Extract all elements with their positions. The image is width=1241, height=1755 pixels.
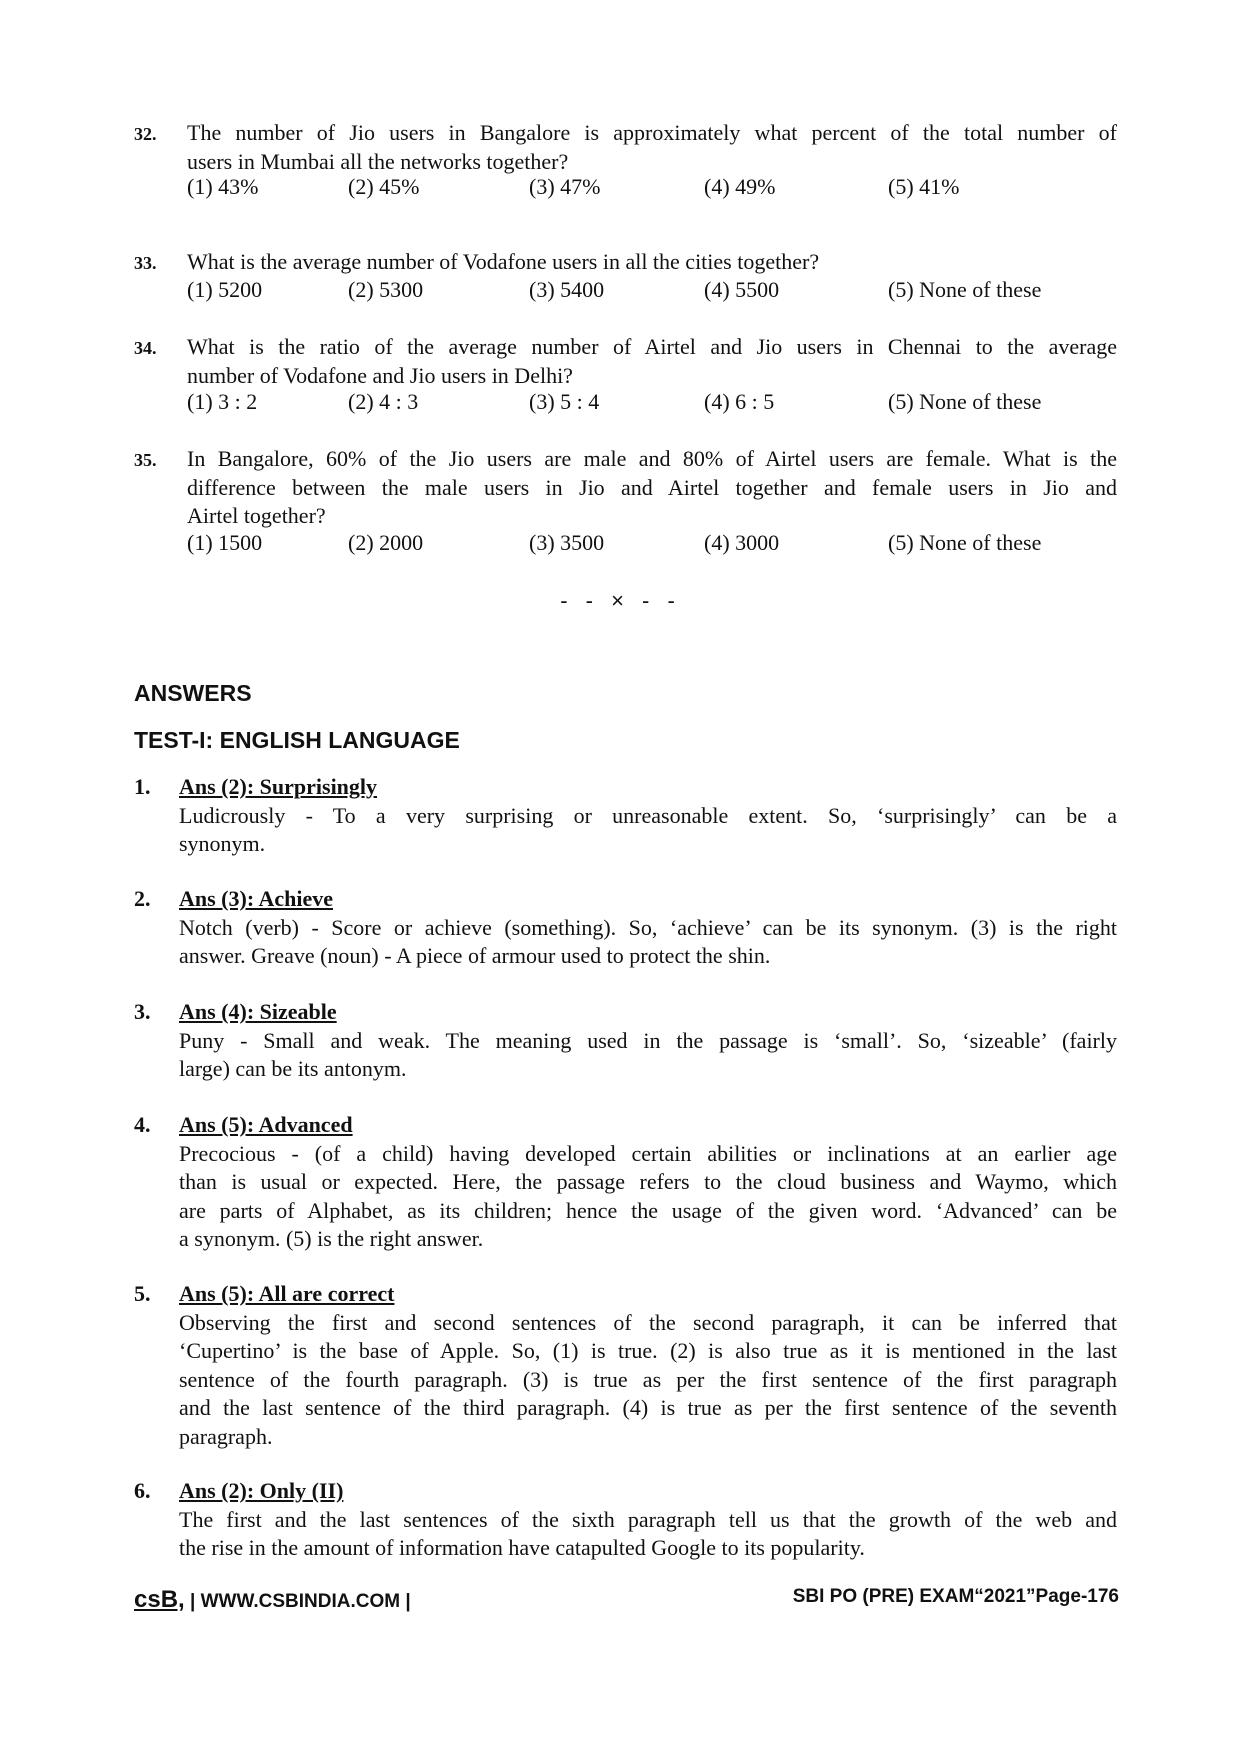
answer-explanation: [179, 802, 1117, 859]
answer-line: and the last sentence of the third paragraph. (4) is true as per the first sentence of the seventh: [179, 1395, 1117, 1420]
answer-number: 5.: [134, 1281, 151, 1306]
answer-line: the rise in the amount of information have catapulted Google to its popularity.: [179, 1535, 865, 1560]
option: (2) 45%: [348, 174, 420, 199]
question-text: [187, 248, 1117, 277]
brand-logo: csB,: [134, 1586, 185, 1613]
answers-heading: ANSWERS: [134, 680, 252, 706]
answer-line: Observing the first and second sentences of the second paragraph, it can be inferred that: [179, 1309, 1117, 1335]
option: (1) 43%: [187, 174, 259, 199]
option: (2) 2000: [348, 530, 424, 555]
option: (4) 49%: [704, 174, 776, 199]
answer-line: paragraph.: [179, 1423, 273, 1449]
answer-explanation: [179, 1506, 1117, 1563]
answer-line: Ludicrously - To a very surprising or unreasonable extent. So, ‘surprisingly’ can be a: [179, 802, 1117, 828]
question-line: number of Vodafone and Jio users in Delhi?: [187, 362, 573, 388]
answer-explanation: [179, 914, 1117, 971]
question-line: In Bangalore, 60% of the Jio users are male and 80% of Airtel users are female. What is the: [187, 446, 1117, 471]
answer-number: 3.: [134, 999, 151, 1024]
answer-line: sentence of the fourth paragraph. (3) is true as per the first sentence of the first paragraph: [179, 1366, 1117, 1392]
answer-line: ‘Cupertino’ is the base of Apple. So, (1) is true. (2) is also true as it is mentioned in the last: [179, 1338, 1117, 1363]
question-text: [187, 333, 1117, 390]
answer-number: 6.: [134, 1478, 151, 1503]
option: (2) 5300: [348, 277, 424, 302]
section-separator: - - × - -: [560, 588, 681, 613]
option: (3) 5400: [529, 277, 605, 302]
option: (1) 3 : 2: [187, 389, 258, 414]
question-options: [187, 276, 1117, 304]
answer-explanation: [179, 1027, 1117, 1084]
question-options: [187, 388, 1117, 416]
option: (3) 47%: [529, 174, 601, 199]
answer-line: synonym.: [179, 831, 266, 856]
answer-line: The first and the last sentences of the sixth paragraph tell us that the growth of the web and: [179, 1506, 1117, 1532]
answer-explanation: [179, 1140, 1117, 1254]
question-number: 34.: [134, 338, 157, 358]
answer-title: Ans (2): Only (II): [179, 1478, 344, 1503]
option: (5) 41%: [888, 174, 960, 199]
answer-number: 2.: [134, 886, 151, 911]
answer-line: than is usual or expected. Here, the passage refers to the cloud business and Waymo, which: [179, 1169, 1117, 1194]
option: (5) None of these: [888, 530, 1042, 555]
question-line: What is the average number of Vodafone users in all the cities together?: [187, 249, 820, 274]
answer-number: 1.: [134, 774, 151, 799]
question-line: What is the ratio of the average number of Airtel and Jio users in Chennai to the average: [187, 334, 1117, 359]
answer-line: large) can be its antonym.: [179, 1056, 407, 1081]
footer-page-label: SBI PO (PRE) EXAM“2021”Page-176: [792, 1586, 1119, 1607]
question-line: users in Mumbai all the networks together?: [187, 148, 569, 174]
answer-line: Puny - Small and weak. The meaning used in the passage is ‘small’. So, ‘sizeable’ (fairly: [179, 1027, 1117, 1053]
option: (2) 4 : 3: [348, 389, 419, 414]
answer-title: Ans (3): Achieve: [179, 886, 333, 911]
answer-number: 4.: [134, 1112, 151, 1137]
question-options: [187, 529, 1117, 557]
question-options: [187, 173, 1117, 201]
answer-line: answer. Greave (noun) - A piece of armour used to protect the shin.: [179, 943, 771, 968]
question-number: 33.: [134, 253, 157, 273]
question-line: The number of Jio users in Bangalore is approximately what percent of the total number of: [187, 120, 1117, 145]
option: (4) 5500: [704, 277, 780, 302]
answer-line: Notch (verb) - Score or achieve (something). So, ‘achieve’ can be its synonym. (3) is the right: [179, 914, 1117, 940]
answer-title: Ans (5): All are correct: [179, 1281, 395, 1306]
answer-title: Ans (4): Sizeable: [179, 999, 337, 1024]
answer-title: Ans (5): Advanced: [179, 1112, 353, 1137]
question-text: [187, 119, 1117, 176]
footer-website-link[interactable]: | WWW.CSBINDIA.COM |: [184, 1591, 411, 1612]
answer-line: a synonym. (5) is the right answer.: [179, 1226, 484, 1251]
option: (3) 5 : 4: [529, 389, 600, 414]
question-number: 32.: [134, 124, 157, 144]
question-number: 35.: [134, 450, 157, 470]
option: (3) 3500: [529, 530, 605, 555]
answer-title: Ans (2): Surprisingly: [179, 774, 378, 799]
section-heading: TEST-I: ENGLISH LANGUAGE: [134, 727, 460, 753]
question-text: [187, 445, 1117, 531]
question-line: difference between the male users in Jio and Airtel together and female users in Jio and: [187, 474, 1117, 500]
answer-line: Precocious - (of a child) having developed certain abilities or inclinations at an earlier age: [179, 1140, 1117, 1166]
option: (1) 5200: [187, 277, 263, 302]
option: (1) 1500: [187, 530, 263, 555]
answer-explanation: [179, 1309, 1117, 1452]
option: (4) 6 : 5: [704, 389, 775, 414]
footer-brand: [134, 1586, 411, 1614]
question-line: Airtel together?: [187, 503, 326, 528]
answer-line: are parts of Alphabet, as its children; hence the usage of the given word. ‘Advanced’ can be: [179, 1197, 1117, 1223]
option: (5) None of these: [888, 277, 1042, 302]
option: (4) 3000: [704, 530, 780, 555]
option: (5) None of these: [888, 389, 1042, 414]
